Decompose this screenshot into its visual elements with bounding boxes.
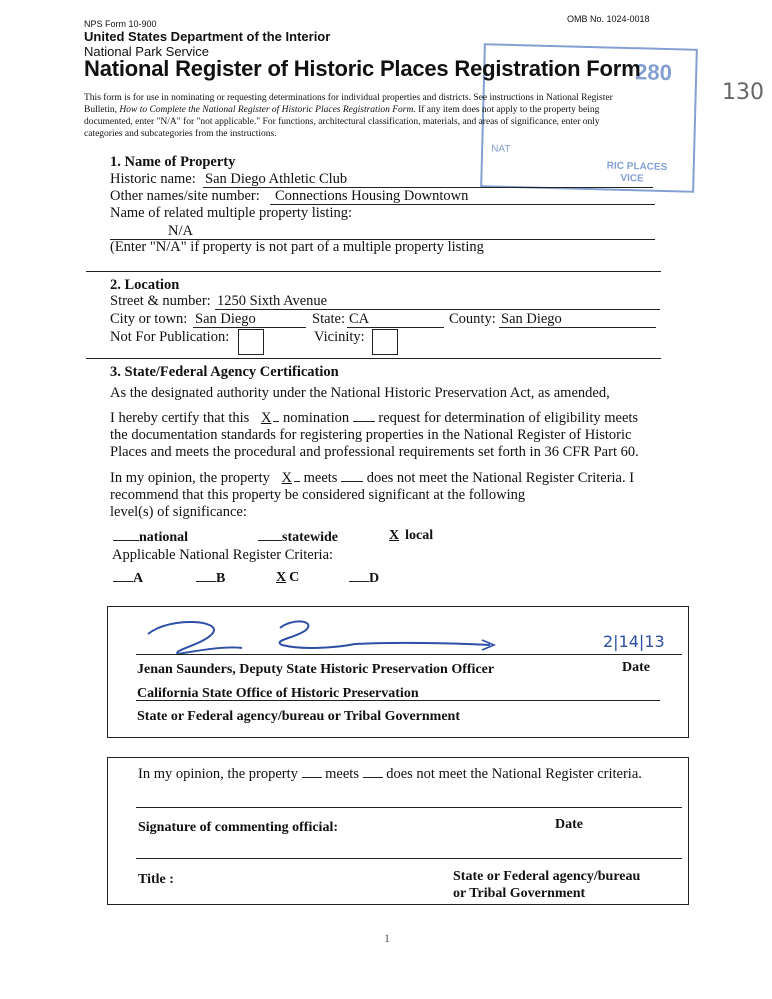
criterion-c-label: C bbox=[289, 570, 300, 585]
commenting-meets-blank[interactable] bbox=[302, 777, 322, 778]
other-names-value[interactable]: Connections Housing Downtown bbox=[275, 188, 469, 204]
opinion-text-a: In my opinion, the property bbox=[110, 470, 274, 486]
criterion-b-label: B bbox=[216, 571, 226, 586]
department-name: United States Department of the Interior bbox=[84, 29, 331, 44]
office-underline bbox=[136, 700, 660, 701]
state-value[interactable]: CA bbox=[349, 311, 370, 327]
criterion-c[interactable] bbox=[271, 570, 299, 586]
other-names-label: Other names/site number: bbox=[110, 188, 260, 204]
opinion-line-2: recommend that this property be considered significant at the following bbox=[110, 487, 526, 503]
opinion-text-c: does not meet the National Register Criteria. I bbox=[363, 470, 635, 486]
commenting-agency-label bbox=[453, 868, 640, 902]
form-title: National Register of Historic Places Registration Form bbox=[84, 56, 641, 81]
commenting-date-label: Date bbox=[555, 817, 583, 832]
criterion-d-label: D bbox=[369, 571, 380, 586]
state-label: State: bbox=[312, 311, 346, 327]
criterion-a[interactable] bbox=[113, 571, 143, 587]
criteria-label: Applicable National Register Criteria: bbox=[112, 547, 334, 563]
meets-mark[interactable]: X bbox=[281, 470, 292, 486]
section-2-heading: 2. Location bbox=[110, 277, 180, 293]
commenting-title-label: Title : bbox=[138, 872, 174, 887]
commenting-opinion-a: In my opinion, the property bbox=[138, 766, 302, 782]
criterion-a-blank bbox=[113, 581, 133, 582]
form-number: NPS Form 10-900 bbox=[84, 19, 157, 29]
county-label: County: bbox=[449, 311, 496, 327]
section-1-heading: 1. Name of Property bbox=[110, 154, 236, 170]
certify-line bbox=[110, 410, 639, 427]
opinion-paragraph bbox=[110, 470, 634, 521]
vicinity-label: Vicinity: bbox=[314, 329, 365, 345]
street-underline bbox=[215, 309, 660, 310]
certify-line-3: the documentation standards for registering properties in the National Register of Historic bbox=[110, 427, 632, 443]
intro-line-1: This form is for use in nominating or requesting determinations for individual properties and districts. See instructions in National Register bbox=[84, 93, 613, 103]
certifier-name-title: Jenan Saunders, Deputy State Historic Preservation Officer bbox=[137, 662, 495, 677]
state-underline bbox=[347, 327, 444, 328]
section-divider-1 bbox=[86, 271, 661, 272]
city-value[interactable]: San Diego bbox=[195, 311, 256, 327]
level-statewide[interactable] bbox=[258, 530, 338, 546]
stamp-number: 280 bbox=[634, 59, 673, 86]
margin-handwritten-note: 130 bbox=[722, 80, 764, 105]
local-label: local bbox=[405, 528, 434, 543]
commenting-opinion-c: does not meet the National Register criteria. bbox=[382, 766, 642, 782]
intro-line-2a: Bulletin, bbox=[84, 105, 120, 115]
criterion-c-mark: X bbox=[276, 570, 287, 585]
commenting-agency-line-1: State or Federal agency/bureau bbox=[453, 869, 641, 884]
related-listing-value[interactable]: N/A bbox=[168, 223, 193, 239]
opinion-line bbox=[110, 470, 634, 487]
section-3-heading: 3. State/Federal Agency Certification bbox=[110, 364, 339, 380]
intro-line-3: documented, enter "N/A" for "not applicable." For functions, architectural classification, materials, and areas of significance, enter only bbox=[84, 117, 600, 127]
national-label: national bbox=[139, 530, 189, 545]
vicinity-checkbox[interactable] bbox=[372, 329, 398, 355]
street-value[interactable]: 1250 Sixth Avenue bbox=[217, 293, 328, 309]
level-national[interactable] bbox=[113, 530, 188, 546]
criterion-b-blank bbox=[196, 581, 216, 582]
street-label: Street & number: bbox=[110, 293, 211, 309]
request-blank[interactable] bbox=[353, 421, 375, 422]
historic-name-label: Historic name: bbox=[110, 171, 196, 187]
authority-statement: As the designated authority under the National Historic Preservation Act, as amended, bbox=[110, 385, 610, 401]
county-underline bbox=[499, 327, 656, 328]
intro-line-2c: If any item does not apply to the property being bbox=[415, 105, 600, 115]
criterion-a-label: A bbox=[133, 571, 144, 586]
signature-line bbox=[136, 654, 682, 655]
certify-text-a: I hereby certify that this bbox=[110, 410, 253, 426]
section-divider-2 bbox=[86, 358, 661, 359]
stamp-text-1: NAT bbox=[491, 143, 511, 155]
stamp-text-2: RIC PLACES bbox=[606, 160, 668, 174]
certification-date-value: 2|14|13 bbox=[603, 632, 665, 651]
criterion-d-blank bbox=[349, 581, 369, 582]
national-blank bbox=[113, 540, 139, 541]
not-for-publication-label: Not For Publication: bbox=[110, 329, 230, 345]
commenting-opinion-b: meets bbox=[321, 766, 363, 782]
historic-name-value[interactable]: San Diego Athletic Club bbox=[205, 171, 348, 187]
page-number: 1 bbox=[384, 931, 390, 945]
stamp-text-3: VICE bbox=[620, 172, 644, 185]
local-mark: X bbox=[389, 528, 400, 543]
statewide-blank bbox=[258, 540, 282, 541]
certify-text-c: request for determination of eligibility meets bbox=[374, 410, 639, 426]
certify-text-b: nomination bbox=[279, 410, 353, 426]
criterion-d[interactable] bbox=[349, 571, 379, 587]
nomination-mark[interactable]: X bbox=[260, 410, 272, 426]
service-name: National Park Service bbox=[84, 44, 209, 59]
certifier-office: California State Office of Historic Preservation bbox=[137, 686, 419, 701]
statewide-label: statewide bbox=[282, 530, 338, 545]
city-label: City or town: bbox=[110, 311, 188, 327]
commenting-title-line[interactable] bbox=[136, 858, 682, 859]
intro-line-2b: How to Complete the National Register of Historic Places Registration Form. bbox=[119, 105, 416, 115]
certifier-signature bbox=[130, 612, 530, 660]
certification-paragraph bbox=[110, 410, 639, 461]
criterion-b[interactable] bbox=[196, 571, 225, 587]
opinion-text-b: meets bbox=[300, 470, 342, 486]
level-local[interactable] bbox=[383, 528, 433, 544]
opinion-line-3: level(s) of significance: bbox=[110, 504, 247, 520]
does-not-meet-blank[interactable] bbox=[341, 481, 363, 482]
omb-number: OMB No. 1024-0018 bbox=[567, 14, 650, 24]
certifier-agency-label: State or Federal agency/bureau or Tribal Government bbox=[137, 709, 461, 724]
certify-line-4: Places and meets the procedural and professional requirements set forth in 36 CFR Part 60. bbox=[110, 444, 639, 460]
intro-line-4: categories and subcategories from the instructions. bbox=[84, 129, 277, 139]
commenting-agency-line-2: or Tribal Government bbox=[453, 886, 586, 901]
intro-line-2 bbox=[84, 104, 613, 116]
county-value[interactable]: San Diego bbox=[501, 311, 562, 327]
related-listing-label: Name of related multiple property listing: bbox=[110, 205, 353, 221]
certifier-date-label: Date bbox=[622, 660, 650, 675]
commenting-opinion bbox=[138, 766, 642, 783]
intro-paragraph bbox=[84, 92, 613, 140]
commenting-signature-label: Signature of commenting official: bbox=[138, 820, 338, 835]
city-underline bbox=[193, 327, 306, 328]
not-for-publication-checkbox[interactable] bbox=[238, 329, 264, 355]
commenting-signature-line[interactable] bbox=[136, 807, 682, 808]
commenting-does-not-meet-blank[interactable] bbox=[363, 777, 383, 778]
related-listing-note: (Enter "N/A" if property is not part of a multiple property listing bbox=[110, 239, 484, 255]
